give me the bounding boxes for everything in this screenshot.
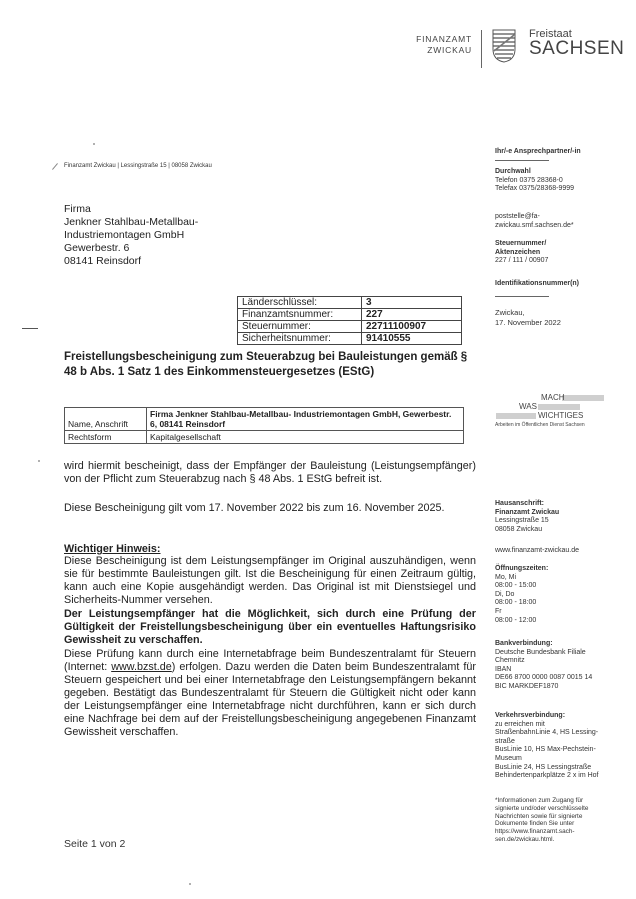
durchwahl-label: Durchwahl [495,168,531,175]
bank-line: Chemnitz [495,657,525,665]
office-name-line2: ZWICKAU [427,45,472,55]
id-value: 3 [362,297,462,309]
email-line: poststelle@fa- [495,213,540,220]
date-block [495,308,625,327]
transport-line: Museum [495,754,522,762]
ident-label: Identifikationsnummer(n) [495,280,580,287]
table-row [65,431,464,444]
email-block[interactable] [495,213,625,230]
office-address-block [495,500,625,534]
paragraph-original: Diese Bescheinigung ist dem Leistungsempfänger im Original auszuhändigen, wenn sie für bestimmte Bauleistungen gilt. Ist die Bescheinigung für einen Zeitraum gültig, kann auch eine Kopie ausgehändigt werden. Das Original ist mit Dienstsiegel und Sicherheits-Nummer versehen. [64,555,476,606]
office-name-line1: FINANZAMT [416,34,472,44]
state-label-small: Freistaat [529,28,572,40]
saxony-coat-of-arms-icon [492,29,516,63]
address-line: Gewerbestr. 6 [64,242,130,254]
address-line: Jenkner Stahlbau-Metallbau- [64,216,199,228]
recipient-address [64,203,198,268]
document-title: Freistellungsbescheinigung zum Steuerabzug bei Bauleistungen gemäß § 48 b Abs. 1 Satz 1 des Einkommensteuergesetzes (EStG) [64,351,468,378]
bank-line: Deutsche Bundesbank Filiale [495,648,586,656]
table-row [65,408,464,431]
contact-underline [495,160,549,161]
office-name [416,34,472,56]
address-line: 08141 Reinsdorf [64,255,142,267]
opening-hours-line: 08:00 - 18:00 [495,599,537,607]
paragraph-exemption: wird hiermit bescheinigt, dass der Empfänger der Bauleistung (Leistungsempfänger) von der Pflicht zum Steuerabzug nach § 48 Abs. 1 EStG befreit ist. [64,460,476,485]
phone-block [495,168,625,194]
scan-speck [93,143,95,145]
address-line: Industriemontagen GmbH [64,229,185,241]
opening-hours-line: Mo, Mi [495,573,516,581]
telefax: Telefax 0375/28368-9999 [495,185,575,193]
info-line: signierte und/oder verschlüsselte [495,804,589,812]
bank-line: DE66 8700 0000 0087 0015 14 [495,674,593,682]
legal-form-value: Kapitalgesellschaft [147,431,464,444]
bank-line: IBAN [495,665,512,673]
paragraph-validity: Diese Bescheinigung gilt vom 17. November 2022 bis zum 16. November 2025. [64,502,445,514]
ident-underline [495,296,549,297]
transport-line: BusLinie 24, HS Lessingstraße [495,763,592,771]
text-after-link: ) erfolgen. Dazu werden die Daten beim Bundeszentralamt für Steuern gespeichert und bei einer Internetabfrage den Leistungsempfängern bekannt gegeben. Bestätigt das Bundeszentralamt für Steuern die Gültigkeit nicht oder kann der Leistungsempfänger eine Internetabfrage nicht durchführen, kann er sich durch eine Nachfrage bei dem auf der Freistellungsbescheinigung angegebenen Finanzamt Gewissheit verschaffen. [64,661,476,738]
recipient-table [64,407,464,444]
office-address-name: Finanzamt Zwickau [495,508,560,516]
date-value: 17. November 2022 [495,317,561,327]
scan-speck [189,883,191,885]
transport-line: Behindertenparkplätze 2 x im Hof [495,772,599,780]
table-row [238,321,462,333]
info-line: Nachrichten sowie für signierte [495,812,583,820]
sender-tick-mark [52,163,58,170]
info-line: *Informationen zum Zugang für [495,797,584,804]
tax-id-table [237,296,462,345]
slogan-mach: MACH [541,393,565,402]
bank-label: Bankverbindung: [495,640,553,647]
telefon: Telefon 0375 28368-0 [495,176,563,184]
office-address-label: Hausanschrift: [495,500,545,507]
opening-hours-line: Fr [495,607,502,615]
slogan-was: WAS [519,402,537,411]
id-label: Sicherheitsnummer: [238,333,362,345]
hint-heading: Wichtiger Hinweis: [64,543,161,555]
slogan-bar [496,413,536,419]
transport-line: StraßenbahnLinie 4, HS Lessing- [495,729,599,737]
office-address-city: 08058 Zwickau [495,525,543,533]
table-row [238,297,462,309]
name-value: Firma Jenkner Stahlbau-Metallbau- Industriemontagen GmbH, Gewerbestr. 6, 08141 Reinsdorf [147,408,464,431]
website[interactable]: www.finanzamt-zwickau.de [495,547,580,554]
page-number: Seite 1 von 2 [64,838,126,850]
opening-hours-block [495,565,625,625]
address-line: Firma [64,203,91,215]
id-value: 91410555 [362,333,462,345]
info-line: Dokumente finden Sie unter [495,820,575,828]
transport-line: BusLinie 10, HS Max-Pechstein- [495,746,596,754]
opening-hours-label: Öffnungszeiten: [495,565,549,572]
sender-line: Finanzamt Zwickau | Lessingstraße 15 | 08058 Zwickau [64,163,212,169]
transport-block [495,712,625,781]
info-block [495,797,625,844]
tax-number-block [495,240,625,266]
paragraph-verification: Der Leistungsempfänger hat die Möglichkeit, sich durch eine Prüfung der Gültigkeit der Freistellungsbescheinigung über ein eventuelles Haftungsrisiko Gewissheit zu verschaffen. [64,608,476,646]
slogan-bar [538,404,580,410]
slogan-wichtiges: WICHTIGES [538,411,584,420]
bzst-link[interactable]: www.bzst.de [111,661,172,673]
transport-label: Verkehrsverbindung: [495,712,566,719]
contact-heading: Ihr/-e Ansprechpartner/-in [495,148,581,155]
id-label: Länderschlüssel: [238,297,362,309]
text-before-link: Diese Prüfung kann durch eine Internetabfrage beim Bundeszentralamt für Steuern (Internet: [64,648,476,673]
id-label: Steuernummer: [238,321,362,333]
slogan-bar [562,395,604,401]
table-row [238,333,462,345]
id-label: Finanzamtsnummer: [238,309,362,321]
email-line: zwickau.smf.sachsen.de* [495,221,574,229]
legal-form-label: Rechtsform [65,431,147,444]
date-city: Zwickau, [495,308,525,317]
scan-speck [38,460,40,462]
paragraph-internet-check [64,648,476,739]
tax-number-label: Steuernummer/ [495,240,547,247]
bank-block [495,640,625,692]
logo-divider [481,30,482,68]
state-label-large: SACHSEN [529,38,625,59]
id-value: 22711100907 [362,321,462,333]
opening-hours-line: 08:00 - 15:00 [495,582,537,590]
opening-hours-line: 08:00 - 12:00 [495,616,537,624]
fold-mark [22,328,38,329]
transport-line: straße [495,737,515,745]
name-label: Name, Anschrift [65,408,147,431]
bank-line: BIC MARKDEF1870 [495,682,559,690]
table-row [238,309,462,321]
info-line: sen.de/zwickau.html. [495,835,555,843]
opening-hours-line: Di, Do [495,590,515,598]
file-ref-label: Aktenzeichen [495,248,541,256]
transport-line: zu erreichen mit [495,720,545,728]
office-address-street: Lessingstraße 15 [495,517,549,525]
slogan-subtitle: Arbeiten im Öffentlichen Dienst Sachsen [495,422,585,428]
tax-number-value: 227 / 111 / 00907 [495,257,549,265]
id-value: 227 [362,309,462,321]
info-line: https://www.finanzamt.sach- [495,828,575,836]
